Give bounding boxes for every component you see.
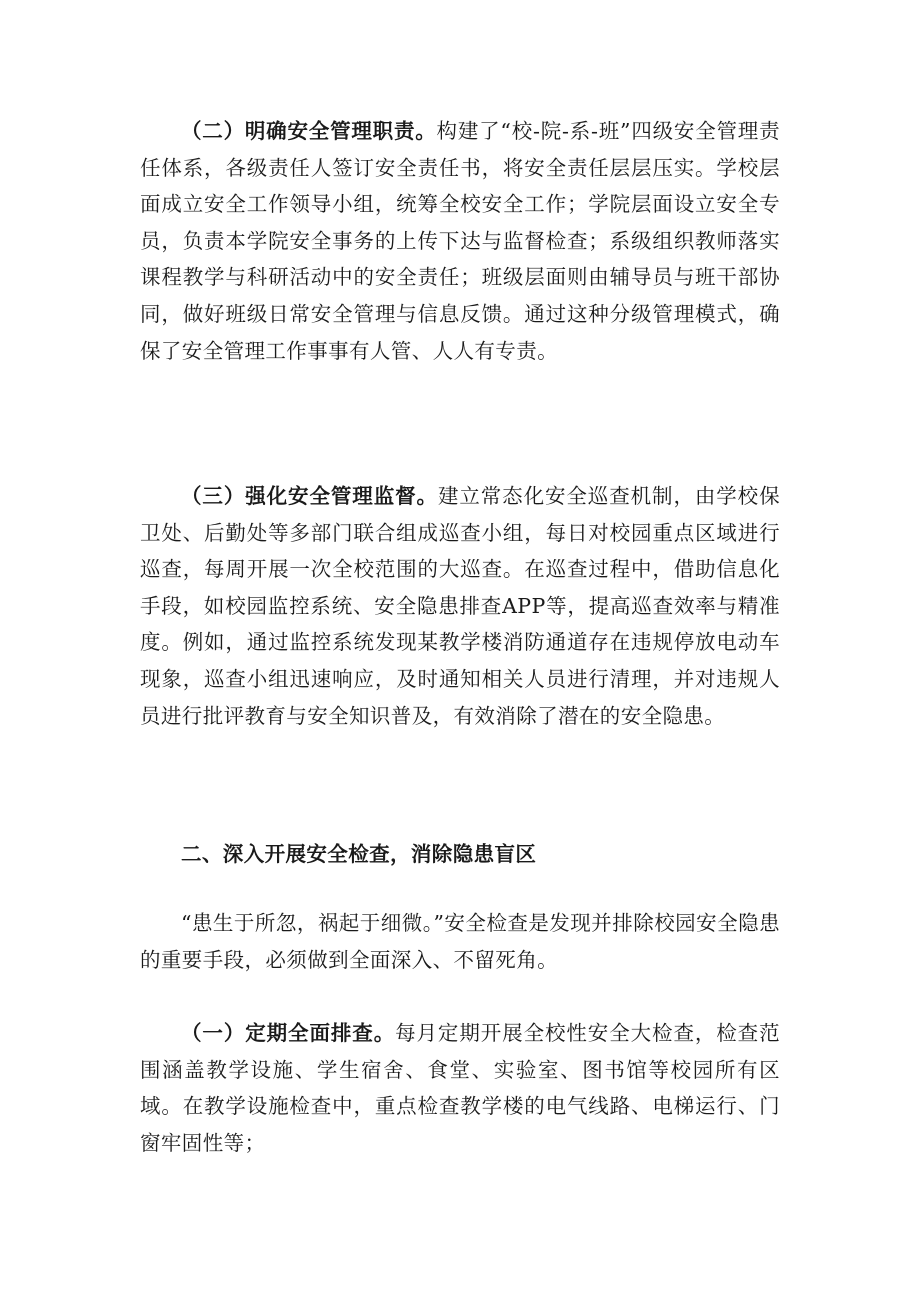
paragraph-inspection	[140, 1015, 780, 1161]
paragraph-body: 构建了“校-院-系-班”四级安全管理责任体系，各级责任人签订安全责任书，将安全责任层层压实。学校层面成立安全工作领导小组，统筹全校安全工作；学院层面设立安全专员，负责本学院安全事务的上传下达与监督检查；系级组织教师落实课程教学与科研活动中的安全责任；班级层面则由辅导员与班干部协同，做好班级日常安全管理与信息反馈。通过这种分级管理模式，确保了安全管理工作事事有人管、人人有专责。	[140, 119, 780, 363]
paragraph-lead: （二）明确安全管理职责。	[181, 119, 437, 143]
paragraph-lead: （一）定期全面排查。	[181, 1021, 396, 1045]
paragraph-body: 每月定期开展全校性安全大检查，检查范围涵盖教学设施、学生宿舍、食堂、实验室、图书馆等校园所有区域。在教学设施检查中，重点检查教学楼的电气线路、电梯运行、门窗牢固性等；	[140, 1021, 780, 1155]
paragraph-supervision	[140, 478, 780, 734]
paragraph-responsibility	[140, 113, 780, 369]
paragraph-body: 建立常态化安全巡查机制，由学校保卫处、后勤处等多部门联合组成巡查小组，每日对校园重点区域进行巡查，每周开展一次全校范围的大巡查。在巡查过程中，借助信息化手段，如校园监控系统、安全隐患排查APP等，提高巡查效率与精准度。例如，通过监控系统发现某教学楼消防通道存在违规停放电动车现象，巡查小组迅速响应，及时通知相关人员进行清理，并对违规人员进行批评教育与安全知识普及，有效消除了潜在的安全隐患。	[140, 484, 780, 728]
section-heading: 二、深入开展安全检查，消除隐患盲区	[181, 842, 537, 866]
paragraph-lead: （三）强化安全管理监督。	[181, 484, 438, 508]
paragraph-body: “患生于所忽，祸起于细微。”安全检查是发现并排除校园安全隐患的重要手段，必须做到全面深入、不留死角。	[140, 911, 780, 972]
paragraph-quote	[140, 905, 780, 978]
